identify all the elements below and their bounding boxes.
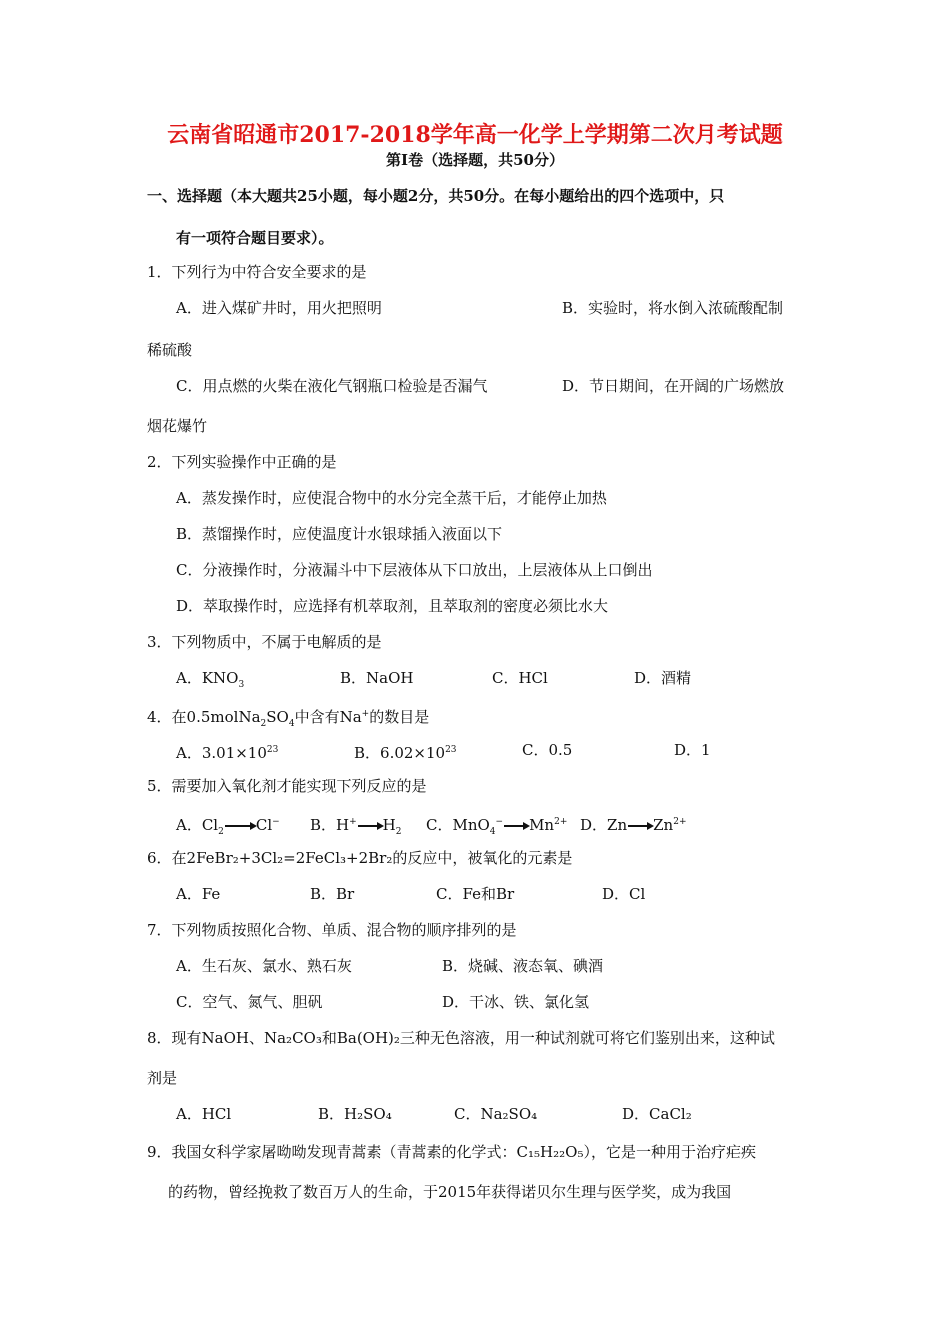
question-4-option-c: C．0.5	[522, 741, 573, 759]
question-8-stem: 8．现有NaOH、Na₂CO₃和Ba(OH)₂三种无色溶液，用一种试剂就可将它们鉴别出来，这种试	[147, 1029, 775, 1047]
question-3-option-b: B．NaOH	[340, 669, 414, 687]
document-subtitle: 第Ⅰ卷（选择题，共50分）	[386, 151, 564, 169]
question-6-option-d: D．Cl	[602, 885, 646, 903]
question-9-stem: 9．我国女科学家屠呦呦发现青蒿素（青蒿素的化学式：C₁₅H₂₂O₅），它是一种用于治疗疟疾	[147, 1143, 756, 1161]
question-8-option-c: C．Na₂SO₄	[454, 1105, 538, 1123]
question-2-option-b: B．蒸馏操作时，应使温度计水银球插入液面以下	[176, 525, 503, 543]
question-1-option-b-continued: 稀硫酸	[147, 341, 193, 359]
question-5-stem: 5．需要加入氧化剂才能实现下列反应的是	[147, 777, 427, 795]
question-9-stem-continued: 的药物，曾经挽救了数百万人的生命，于2015年获得诺贝尔生理与医学奖，成为我国	[168, 1183, 732, 1201]
question-2-option-c: C．分液操作时，分液漏斗中下层液体从下口放出，上层液体从上口倒出	[176, 561, 653, 579]
question-4-option-b: B．$6.02\times 10^{23}$	[354, 744, 457, 762]
question-1-option-b: B．实验时，将水倒入浓硫酸配制	[562, 299, 784, 317]
question-3-option-d: D．酒精	[634, 669, 692, 687]
question-3-option-c: C．HCl	[492, 669, 548, 687]
section-heading-line2: 有一项符合题目要求）。	[176, 229, 334, 247]
question-5-option-b: B．H+ $H_2$	[310, 816, 402, 837]
question-5-option-a: A．$Cl_2$ Cl−	[176, 816, 280, 837]
question-7-stem: 7．下列物质按照化合物、单质、混合物的顺序排列的是	[147, 921, 517, 939]
question-8-option-b: B．H₂SO₄	[318, 1105, 392, 1123]
question-1-option-c: C．用点燃的火柴在液化气钢瓶口检验是否漏气	[176, 377, 488, 395]
question-8-option-d: D．CaCl₂	[622, 1105, 692, 1123]
question-4-option-a: A．$3.01\times 10^{23}$	[176, 744, 279, 762]
question-1-stem: 1．下列行为中符合安全要求的是	[147, 263, 367, 281]
section-heading-line1: 一、选择题（本大题共25小题，每小题2分，共50分。在每小题给出的四个选项中，只	[147, 187, 725, 205]
question-7-option-a: A．生石灰、氯水、熟石灰	[176, 957, 352, 975]
question-7-option-b: B．烧碱、液态氧、碘酒	[442, 957, 604, 975]
question-4-stem: 4．在$0.5molNa_2SO_4$中含有Na+的数目是	[147, 708, 430, 729]
question-7-option-d: D．干冰、铁、氯化氢	[442, 993, 590, 1011]
question-7-option-c: C．空气、氮气、胆矾	[176, 993, 323, 1011]
question-5-option-c: C．MnO$_4$− $Mn^{2+}$	[426, 816, 568, 837]
question-1-option-d: D．节日期间，在开阔的广场燃放	[562, 377, 785, 395]
reaction-arrow-icon	[628, 825, 652, 827]
question-6-stem: 6．在2FeBr₂+3Cl₂=2FeCl₃+2Br₂的反应中，被氧化的元素是	[147, 849, 573, 867]
reaction-arrow-icon	[504, 825, 528, 827]
question-8-option-a: A．HCl	[176, 1105, 232, 1123]
question-6-option-a: A．Fe	[176, 885, 221, 903]
question-6-option-b: B．Br	[310, 885, 355, 903]
question-2-option-d: D．萃取操作时，应选择有机萃取剂，且萃取剂的密度必须比水大	[176, 597, 609, 615]
question-2-option-a: A．蒸发操作时，应使混合物中的水分完全蒸干后，才能停止加热	[176, 489, 607, 507]
document-title: 云南省昭通市2017-2018学年高一化学上学期第二次月考试题	[167, 122, 783, 148]
question-8-stem-continued: 剂是	[147, 1069, 178, 1087]
reaction-arrow-icon	[358, 825, 382, 827]
question-6-option-c: C．Fe和Br	[436, 885, 515, 903]
question-4-option-d: D．1	[674, 741, 711, 759]
question-5-option-d: D．Zn $Zn^{2+}$	[580, 816, 687, 834]
question-3-option-a: A．$KNO_3$	[176, 669, 245, 690]
question-3-stem: 3．下列物质中，不属于电解质的是	[147, 633, 382, 651]
question-2-stem: 2．下列实验操作中正确的是	[147, 453, 337, 471]
question-1-option-d-continued: 烟花爆竹	[147, 417, 208, 435]
reaction-arrow-icon	[225, 825, 255, 827]
question-1-option-a: A．进入煤矿井时，用火把照明	[176, 299, 382, 317]
